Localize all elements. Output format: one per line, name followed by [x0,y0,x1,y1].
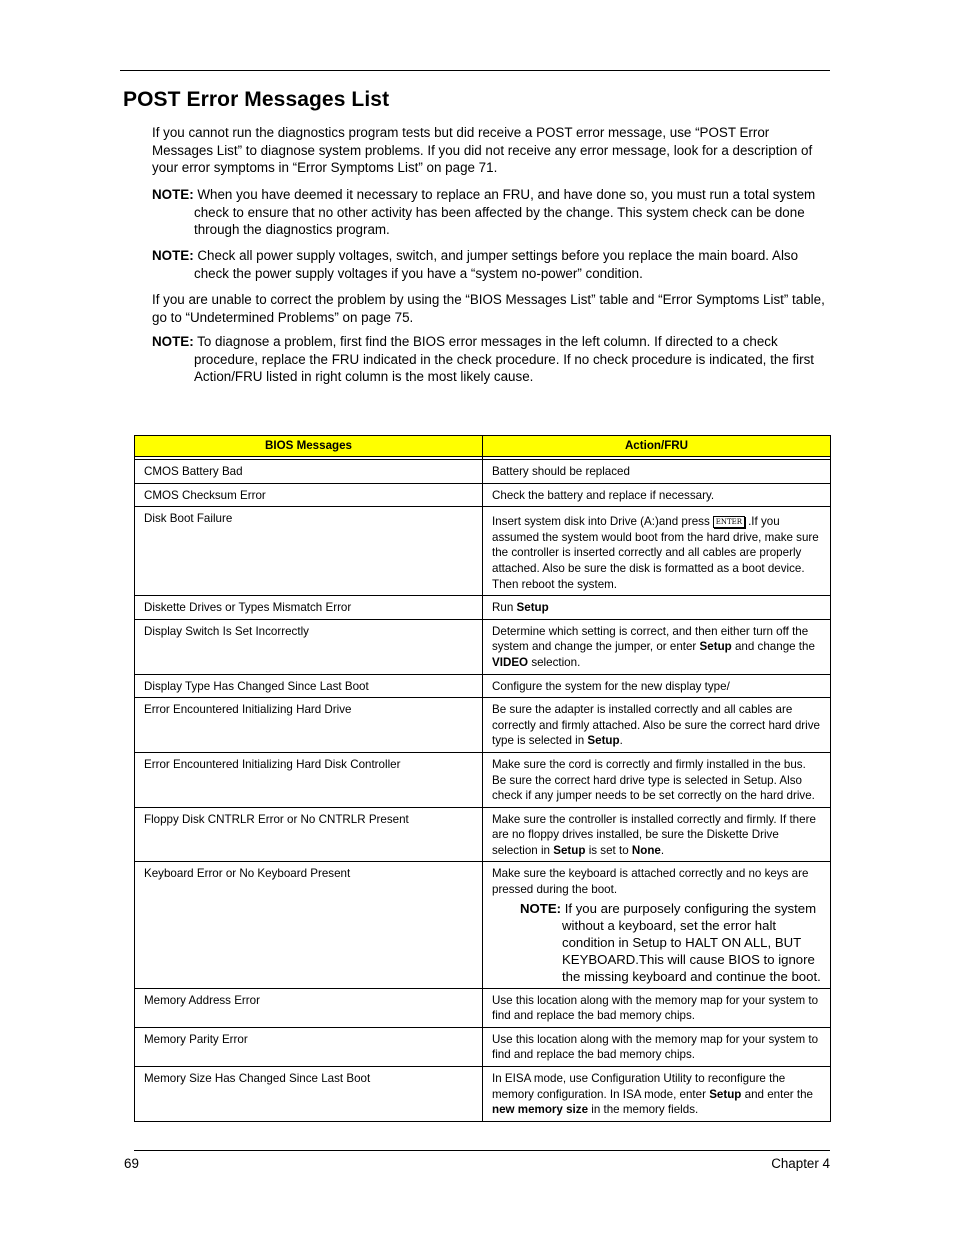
enter-key-icon: ENTER [713,516,745,528]
action-text: Make sure the keyboard is attached correctly and no keys are pressed during the boot. [492,867,809,897]
bios-message: Display Switch Is Set Incorrectly [135,619,483,674]
note-3 [152,333,830,386]
action-text: Determine which setting is correct, and then either turn off the system and change the jumper, or enter [492,624,809,654]
action-bold: Setup [516,601,549,615]
action-fru: Check the battery and replace if necessary. [483,483,831,507]
action-bold: VIDEO [492,655,529,669]
bios-message: Error Encountered Initializing Hard Disk Controller [135,752,483,807]
bios-message: CMOS Battery Bad [135,460,483,484]
action-bold: Setup [709,1087,742,1101]
table-row [135,698,831,753]
page-title: POST Error Messages List [123,88,390,111]
action-fru [483,596,831,620]
action-text: . [660,843,665,857]
table-row [135,483,831,507]
action-fru [483,507,831,596]
action-text: . [619,734,623,748]
note-label: NOTE: [152,248,194,263]
action-fru [483,698,831,753]
action-fru [483,862,831,988]
bios-messages-table [134,435,831,1122]
bios-message: Diskette Drives or Types Mismatch Error [135,596,483,620]
table-row [135,1027,831,1066]
action-fru [483,807,831,862]
note-1-text: When you have deemed it necessary to replace an FRU, and have done so, you must run a total system check to ensure that no other activity has been affected by the change. This system check can be done through the diagnostics program. [194,187,816,237]
table-row [135,507,831,596]
action-bold: None [631,843,661,857]
action-fru: Use this location along with the memory map for your system to find and replace the bad memory chips. [483,1027,831,1066]
table-row [135,752,831,807]
table-row [135,460,831,484]
action-fru [483,1067,831,1122]
paragraph-2-text: If you are unable to correct the problem by using the “BIOS Messages List” table and “Error Symptoms List” table, go to “Undetermined Problems” on page 75. [152,292,825,325]
table-row [135,862,831,988]
action-fru: Use this location along with the memory map for your system to find and replace the bad memory chips. [483,988,831,1027]
bios-message: CMOS Checksum Error [135,483,483,507]
action-text: and change the [734,640,815,654]
action-text: Make sure the controller is installed correctly and firmly. If there are no floppy drives installed, be sure the Diskette Drive selection in [492,812,816,857]
bottom-rule [134,1150,830,1151]
action-fru: Configure the system for the new display type/ [483,674,831,698]
action-bold: Setup [553,843,586,857]
table-row [135,807,831,862]
page-number: 69 [124,1156,139,1171]
action-bold: Setup [587,734,620,748]
table-row [135,674,831,698]
header-action-fru: Action/FRU [483,436,831,457]
cell-note-text: If you are purposely configuring the system without a keyboard, set the error halt condition in Setup to HALT ON ALL, BUT KEYBOARD.This will cause BIOS to ignore the missing keyboard and continue the boot. [562,900,821,984]
action-fru [483,619,831,674]
action-text: selection. [531,655,581,669]
bios-message: Memory Parity Error [135,1027,483,1066]
action-text: is set to [588,843,629,857]
action-text: .If you assumed the system would boot from the hard drive, make sure the controller is inserted correctly and all cables are properly attached. Also be sure the disk is formatted as a boot device. Then reboot the system. [492,515,819,591]
table-row [135,988,831,1027]
action-text: Be sure the adapter is installed correctly and all cables are correctly and firmly attached. Also be sure the correct hard drive type is selected in [492,703,820,748]
paragraph-2 [152,291,830,326]
action-text: Run [492,601,514,615]
cell-note [520,900,822,985]
action-text: in the memory fields. [591,1103,699,1117]
action-fru: Battery should be replaced [483,460,831,484]
bios-message: Display Type Has Changed Since Last Boot [135,674,483,698]
note-2 [152,247,830,282]
header-bios-messages: BIOS Messages [135,436,483,457]
chapter-label: Chapter 4 [771,1156,830,1171]
intro-paragraph: If you cannot run the diagnostics program tests but did receive a POST error message, use “POST Error Messages List” to diagnose system problems. If you did not receive any error message, look for a description of your error symptoms in “Error Symptoms List” on page 71. [152,125,813,175]
action-bold: new memory size [492,1103,589,1117]
bios-message: Floppy Disk CNTRLR Error or No CNTRLR Present [135,807,483,862]
bios-message: Memory Address Error [135,988,483,1027]
note-label: NOTE: [152,334,194,349]
bios-message: Memory Size Has Changed Since Last Boot [135,1067,483,1122]
note-label: NOTE: [152,187,194,202]
action-text: Insert system disk into Drive (A:)and press [492,515,710,529]
action-fru: Make sure the cord is correctly and firmly installed in the bus. Be sure the correct hard drive type is selected in Setup. Also check if any jumper needs to be set correctly on the hard drive. [483,752,831,807]
table-row [135,619,831,674]
action-text: In EISA mode, use Configuration Utility to reconfigure the memory configuration. In ISA mode, enter [492,1072,786,1101]
action-bold: Setup [699,640,732,654]
bios-message: Keyboard Error or No Keyboard Present [135,862,483,988]
table-row [135,1067,831,1122]
note-1 [152,186,830,239]
table-header-row [135,436,831,457]
bios-message: Error Encountered Initializing Hard Drive [135,698,483,753]
intro-block [152,124,830,177]
note-label: NOTE: [520,900,562,916]
action-text: and enter the [744,1087,813,1101]
note-3-text: To diagnose a problem, first find the BIOS error messages in the left column. If directed to a check procedure, replace the FRU indicated in the check procedure. If no check procedure is indicated, the first Action/FRU listed in right column is the most likely cause. [194,334,815,384]
table-row [135,596,831,620]
note-2-text: Check all power supply voltages, switch, and jumper settings before you replace the main board. Also check the power supply voltages if you have a “system no-power” condition. [194,248,799,281]
bios-message: Disk Boot Failure [135,507,483,596]
top-rule [120,70,830,71]
